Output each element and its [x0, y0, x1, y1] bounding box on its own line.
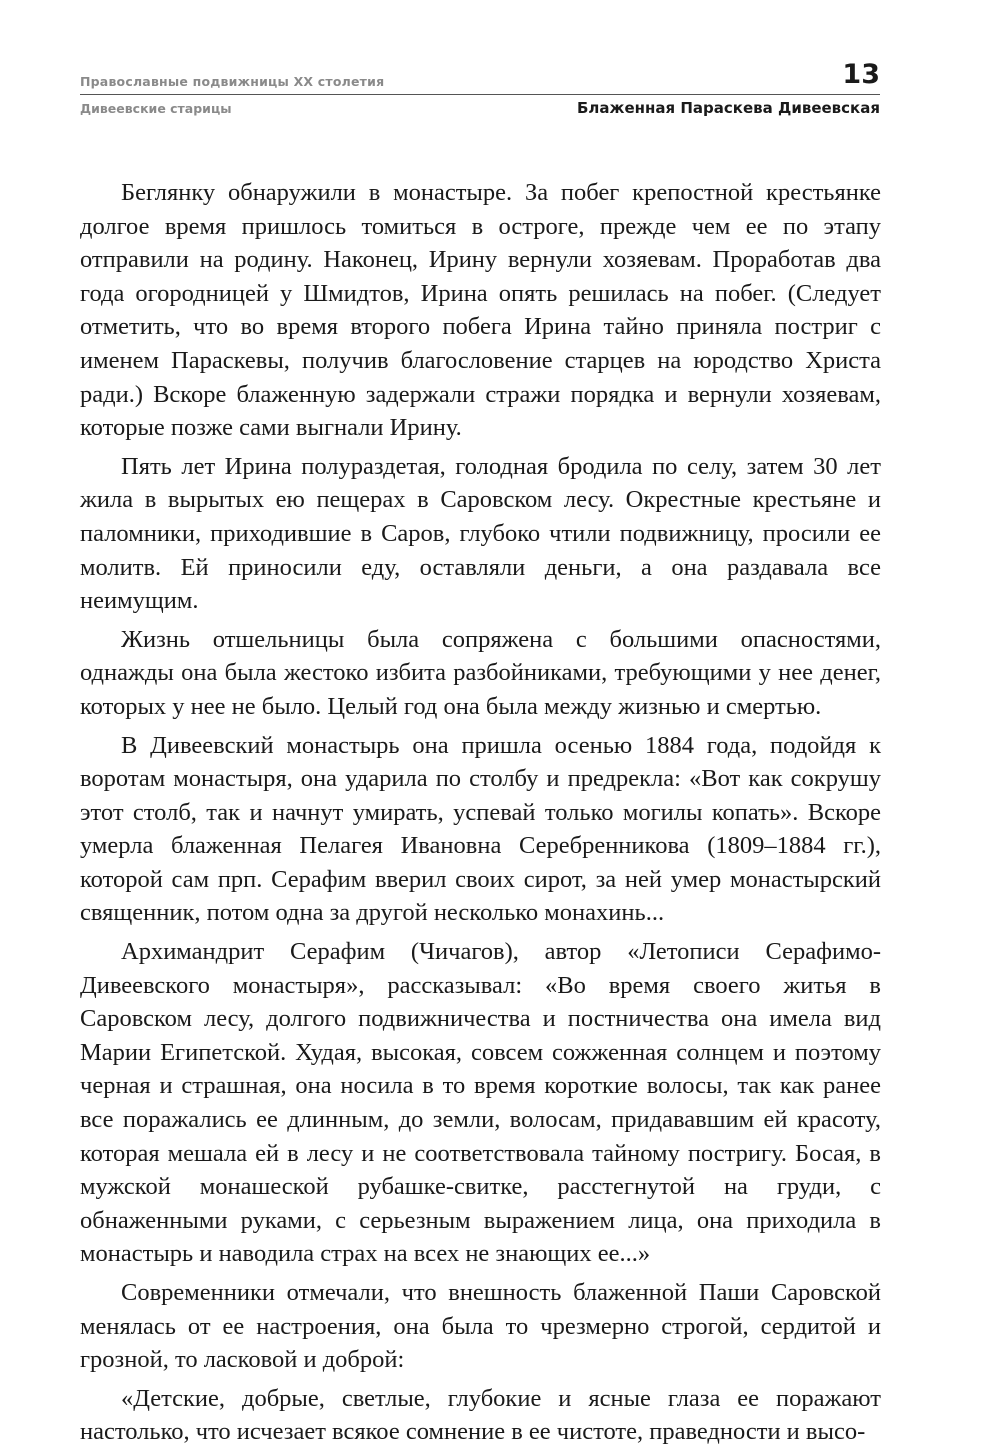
header-top-row [80, 60, 880, 95]
running-title: Православные подвижницы XX столетия [80, 74, 385, 89]
page-number: 13 [842, 59, 880, 90]
page-header [80, 60, 880, 121]
paragraph: Беглянку обнаружили в монастыре. За побег крепостной крестьянке долгое время пришлось томиться в остроге, прежде чем ее по этапу отправили на родину. Наконец, Ирину вернули хозяевам. Проработав два года огородницей у Шмидтов, Ирина опять решилась на побег. (Следует отметить, что во время второго побега Ирина тайно приняла постриг с именем Параскевы, получив благословение старцев на юродство Христа ради.) Вскоре блаженную задержали стражи порядка и вернули хозяевам, которые позже сами выгнали Ирину. [80, 179, 881, 442]
body-text [80, 176, 881, 1454]
paragraph: Жизнь отшельницы была сопряжена с большими опасностями, однажды она была жестоко избита разбойниками, требующими у нее денег, которых у нее не было. Целый год она была между жизнью и смертью. [80, 625, 881, 720]
paragraph: «Детские, добрые, светлые, глубокие и ясные глаза ее поражают настолько, что исчезает всякое сомнение в ее чистоте, праведности и высо- [80, 1384, 881, 1446]
header-bottom-row [80, 95, 880, 121]
paragraph: Пять лет Ирина полураздетая, голодная бродила по селу, затем 30 лет жила в вырытых ею пещерах в Саровском лесу. Окрестные крестьяне и паломники, приходившие в Саров, глубоко чтили подвижницу, просили ее молитв. Ей приносили еду, оставляли деньги, а она раздавала все неимущим. [80, 452, 881, 615]
paragraph: Архимандрит Серафим (Чичагов), автор «Летописи Серафимо-Дивеевского монастыря», рассказывал: «Во время своего житья в Саровском лесу, долгого подвижничества и постничества она имела вид Марии Египетской. Худая, высокая, совсем сожженная солнцем и поэтому черная и страшная, она носила в то время короткие волосы, так как ранее все поражались ее длинным, до земли, волосам, придававшим ей красоту, которая мешала ей в лесу и не соответствовала тайному постригу. Босая, в мужской монашеской рубашке-свитке, расстегнутой на груди, с обнаженными руками, с серьезным выражением лица, она приходила в монастырь и наводила страх на всех не знающих ее...» [80, 938, 881, 1268]
paragraph: В Дивеевский монастырь она пришла осенью 1884 года, подойдя к воротам монастыря, она ударила по столбу и предрекла: «Вот как сокрушу этот столб, так и начнут умирать, успевай только могилы копать». Вскоре умерла блаженная Пелагея Ивановна Серебренникова (1809–1884 гг.), которой сам прп. Серафим вверил своих сирот, за ней умер монастырский священник, потом одна за другой несколько монахинь... [80, 731, 881, 927]
section-title-left: Дивеевские старицы [80, 101, 232, 116]
paragraph: Современники отмечали, что внешность блаженной Паши Саровской менялась от ее настроения, она была то чрезмерно строгой, сердитой и грозной, то ласковой и доброй: [80, 1279, 881, 1374]
chapter-title: Блаженная Параскева Дивеевская [577, 99, 880, 117]
